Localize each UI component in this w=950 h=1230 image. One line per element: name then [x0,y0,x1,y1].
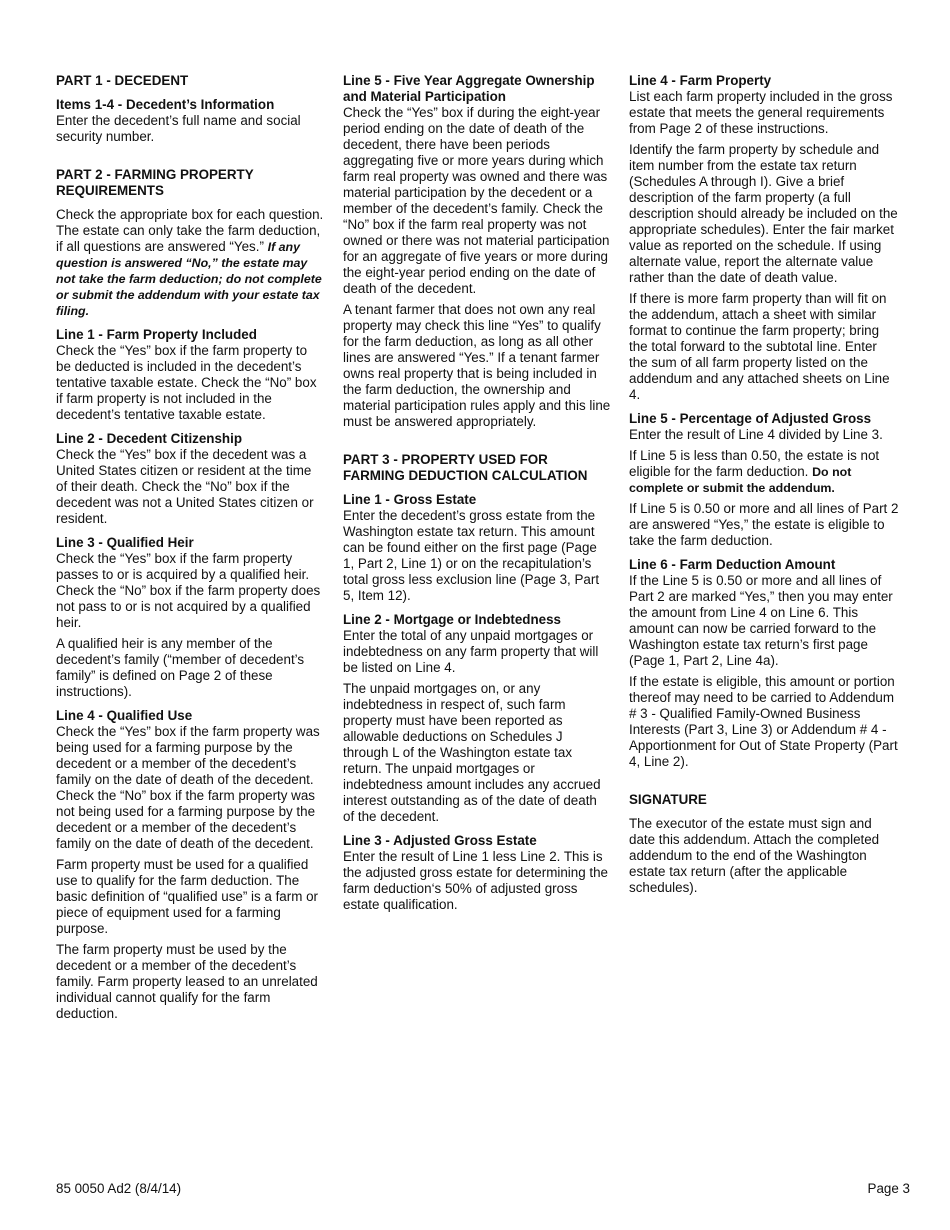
part3-line4-text: List each farm property included in the gross estate that meets the general requirements from Page 2 of these instructions. [629,89,893,136]
part1-title: PART 1 - DECEDENT [56,73,189,88]
part2-intro [56,207,324,319]
part3-line3-heading: Line 3 - Adjusted Gross Estate [343,833,537,848]
part2-intro-text: Check the appropriate box for each question. The estate can only take the farm deduction, if all questions are answered “Yes.” [56,207,324,254]
part3-line2-text: Enter the total of any unpaid mortgages or indebtedness on any farm property that will be listed on Line 4. [343,628,599,675]
part3-line2-text-mortgages: The unpaid mortgages on, or any indebtedness in respect of, such farm property must have been reported as allowable deductions on Schedules J through L of the Washington estate tax return. The unpaid mortgages or indebtedness amount includes any accrued interest outstanding as of the date of death of the decedent. [343,681,601,824]
line3-heading: Line 3 - Qualified Heir [56,535,194,550]
column-left [56,73,324,1022]
part3-line1-text: Enter the decedent’s gross estate from the Washington estate tax return. This amount can be found either on the first page (Page 1, Part 2, Line 1) or on the recapitulation’s total gross less exclusion line (Page 3, Part 5, Item 12). [343,508,600,603]
line4-text: Check the “Yes” box if the farm property was being used for a farming purpose by the decedent or a member of the decedent’s family on the date of death of the decedent. Check the “No” box if the farm property was not being used for a farming purpose by the decedent or a member of the decedent’s family on the date of death of the decedent. [56,724,320,851]
part3-line5-ineligible-warning: Do not complete or submit the addendum. [629,465,852,495]
part3-line6-heading: Line 6 - Farm Deduction Amount [629,557,836,572]
part3-line5-heading: Line 5 - Percentage of Adjusted Gross [629,411,872,426]
part3-line2-heading: Line 2 - Mortgage or Indebtedness [343,612,561,627]
line3-text-qualified-heir: A qualified heir is any member of the decedent’s family (“member of decedent’s family” is defined on Page 2 of these instructions). [56,636,305,699]
line3-text: Check the “Yes” box if the farm property passes to or is acquired by a qualified heir. Check the “No” box if the farm property does not pass to or is not acquired by a qualified heir. [56,551,321,630]
part3-line4-heading: Line 4 - Farm Property [629,73,772,88]
part2-intro-warning: If any question is answered “No,” the estate may not take the farm deduction; do not complete or submit the addendum with your estate tax filing. [56,240,322,318]
line2-text: Check the “Yes” box if the decedent was a United States citizen or resident at the time of their death. Check the “No” box if the decedent was not a United States citizen or resident. [56,447,314,526]
line5-text-tenant: A tenant farmer that does not own any real property may check this line “Yes” to qualify for the farm deduction, as long as all other lines are answered “Yes.” If a tenant farmer owns real property that is being included in the farm deduction, the ownership and material participation rules apply and this line must be answered appropriately. [343,302,611,429]
line5-heading: Line 5 - Five Year Aggregate Ownership and Material Participation [343,73,595,104]
items-1-4-text: Enter the decedent’s full name and social security number. [56,113,301,144]
line2-heading: Line 2 - Decedent Citizenship [56,431,243,446]
part3-line5-text: Enter the result of Line 4 divided by Line 3. [629,427,883,442]
part3-title: PART 3 - PROPERTY USED FOR FARMING DEDUCTION CALCULATION [343,452,588,483]
page-number: Page 3 [867,1181,910,1196]
line1-heading: Line 1 - Farm Property Included [56,327,257,342]
part2-title: PART 2 - FARMING PROPERTY REQUIREMENTS [56,167,254,198]
line4-heading: Line 4 - Qualified Use [56,708,193,723]
part3-line6-text-addendum: If the estate is eligible, this amount or portion thereof may need to be carried to Addendum # 3 - Qualified Family-Owned Business Interests (Part 3, Line 3) or Addendum # 4 - Apportionment for Out of State Property (Part 4, Line 2). [629,674,898,769]
part3-line5-ineligible-text: If Line 5 is less than 0.50, the estate is not eligible for the farm deduction. [629,448,880,479]
part3-line1-heading: Line 1 - Gross Estate [343,492,477,507]
signature-title: SIGNATURE [629,792,707,807]
part3-line3-text: Enter the result of Line 1 less Line 2. This is the adjusted gross estate for determining the farm deduction‘s 50% of adjusted gross estate qualification. [343,849,608,912]
line1-text: Check the “Yes” box if the farm property to be deducted is included in the decedent’s tentative taxable estate. Check the “No” box if farm property is not included in the decedent’s tentative taxable estate. [56,343,317,422]
form-id: 85 0050 Ad2 (8/4/14) [56,1181,182,1196]
part3-line4-text-identify: Identify the farm property by schedule and item number from the estate tax return (Schedules A through I). Give a brief description of the farm property (a full description should already be included on the appropriate schedules). Enter the fair market value as reported on the schedule. If using alternate value, report the alternate value rather than the date of death value. [629,142,898,285]
line4-text-qualified-use: Farm property must be used for a qualified use to qualify for the farm deduction. The basic definition of “qualified use” is a farm or piece of equipment used for a farming purpose. [56,857,318,936]
items-1-4-heading: Items 1-4 - Decedent’s Information [56,97,275,112]
part3-line4-text-more-property: If there is more farm property than will fit on the addendum, attach a sheet with similar format to continue the farm property; bring the total forward to the subtotal line. Enter the sum of all farm property listed on the addendum and any attached sheets on Line 4. [629,291,890,402]
line4-text-family-use: The farm property must be used by the decedent or a member of the decedent’s family. Farm property leased to an unrelated individual cannot qualify for the farm deduction. [56,942,318,1021]
column-right [629,73,899,896]
column-middle [343,73,611,913]
part3-line5-text-eligible: If Line 5 is 0.50 or more and all lines of Part 2 are answered “Yes,” the estate is eligible to take the farm deduction. [629,501,899,548]
part3-line6-text: If the Line 5 is 0.50 or more and all lines of Part 2 are marked “Yes,” then you may enter the amount from Line 4 on Line 6. This amount can now be carried forward to the Washington estate tax return’s first page (Page 1, Part 2, Line 4a). [629,573,893,668]
part3-line5-text-ineligible [629,448,899,496]
signature-text: The executor of the estate must sign and date this addendum. Attach the completed addendum to the end of the Washington estate tax return (after the applicable schedules). [629,816,880,895]
line5-text: Check the “Yes” box if during the eight-year period ending on the date of death of the decedent, there have been periods aggregating five or more years during which farm real property was owned and there was material participation by the decedent or a member of the decedent’s family. Check the “No” box if the farm real property was not owned or there was not material participation for an aggregate of five years or more during the eight-year period ending on the date of death of the decedent. [343,105,610,296]
